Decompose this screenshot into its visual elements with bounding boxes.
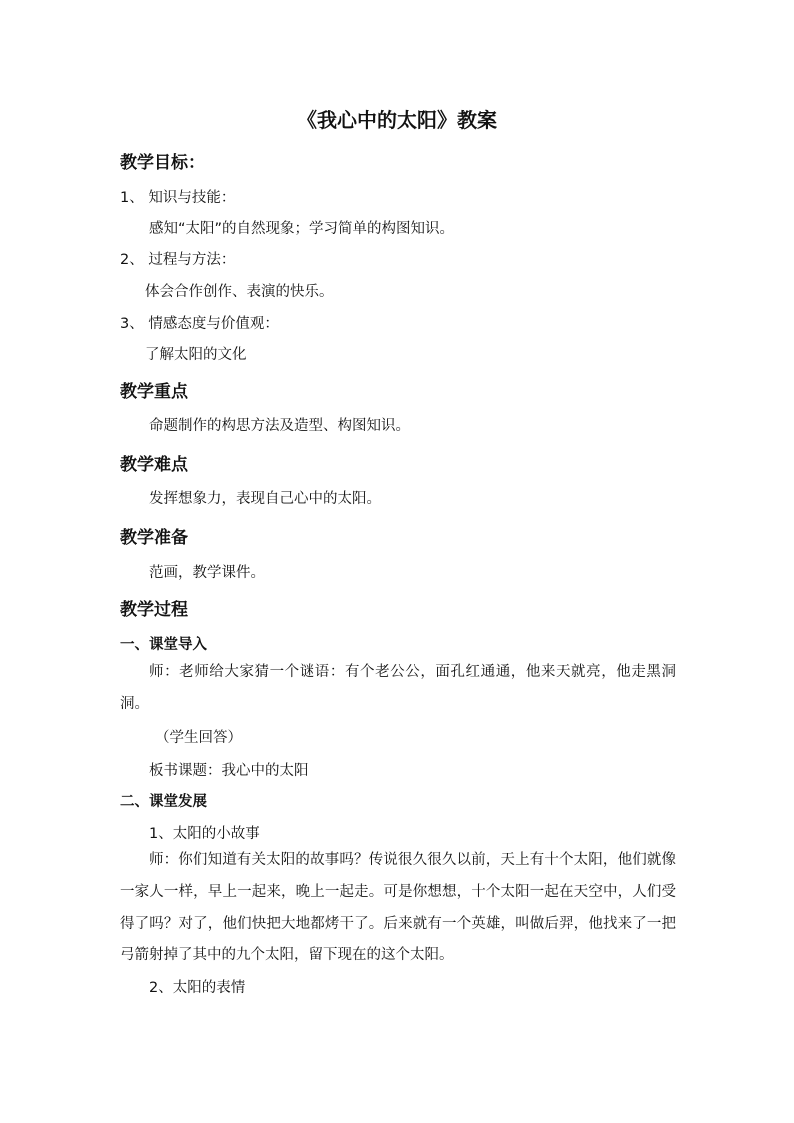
key-points-text: 命题制作的构思方法及造型、构图知识。 xyxy=(149,418,410,434)
objective-2-label: 2、 过程与方法： xyxy=(120,252,236,268)
part-1-paragraph: 师：老师给大家猜一个谜语：有个老公公，面孔红通通，他来天就亮，他走黑洞洞。 xyxy=(120,664,676,712)
objective-1-text: 感知“太阳”的自然现象；学习简单的构图知识。 xyxy=(149,221,455,237)
preparation-heading: 教学准备 xyxy=(120,528,188,548)
objectives-heading: 教学目标： xyxy=(120,153,205,173)
document-title: 《我心中的太阳》教案 xyxy=(297,108,497,132)
process-heading: 教学过程 xyxy=(120,600,188,620)
difficulties-heading: 教学难点 xyxy=(120,455,188,475)
part-2-heading: 二、课堂发展 xyxy=(120,794,207,810)
difficulties-text: 发挥想象力，表现自己心中的太阳。 xyxy=(149,491,381,507)
part-1-heading: 一、课堂导入 xyxy=(120,637,207,653)
part-2-paragraph: 师：你们知道有关太阳的故事吗？传说很久很久以前，天上有十个太阳，他们就像一家人一样，早上一起来，晚上一起走。可是你想想，十个太阳一起在天空中，人们受得了吗？对了，他们快把大地都烤干了。后来就有一个英雄，叫做后羿，他找来了一把弓箭射掉了其中的九个太阳，留下现在的这个太阳。 xyxy=(120,852,676,964)
part-1-answer: （学生回答） xyxy=(155,730,242,746)
key-points-heading: 教学重点 xyxy=(120,382,188,402)
part-2-item-1: 1、太阳的小故事 xyxy=(149,826,260,842)
preparation-text: 范画，教学课件。 xyxy=(149,565,265,581)
objective-1-label: 1、 知识与技能： xyxy=(120,190,236,206)
part-2-item-2: 2、太阳的表情 xyxy=(149,980,246,996)
objective-3-label: 3、 情感态度与价值观： xyxy=(120,316,279,332)
objective-3-text: 了解太阳的文化 xyxy=(145,347,247,363)
part-1-board: 板书课题：我心中的太阳 xyxy=(149,763,309,779)
objective-2-text: 体会合作创作、表演的快乐。 xyxy=(145,284,334,300)
